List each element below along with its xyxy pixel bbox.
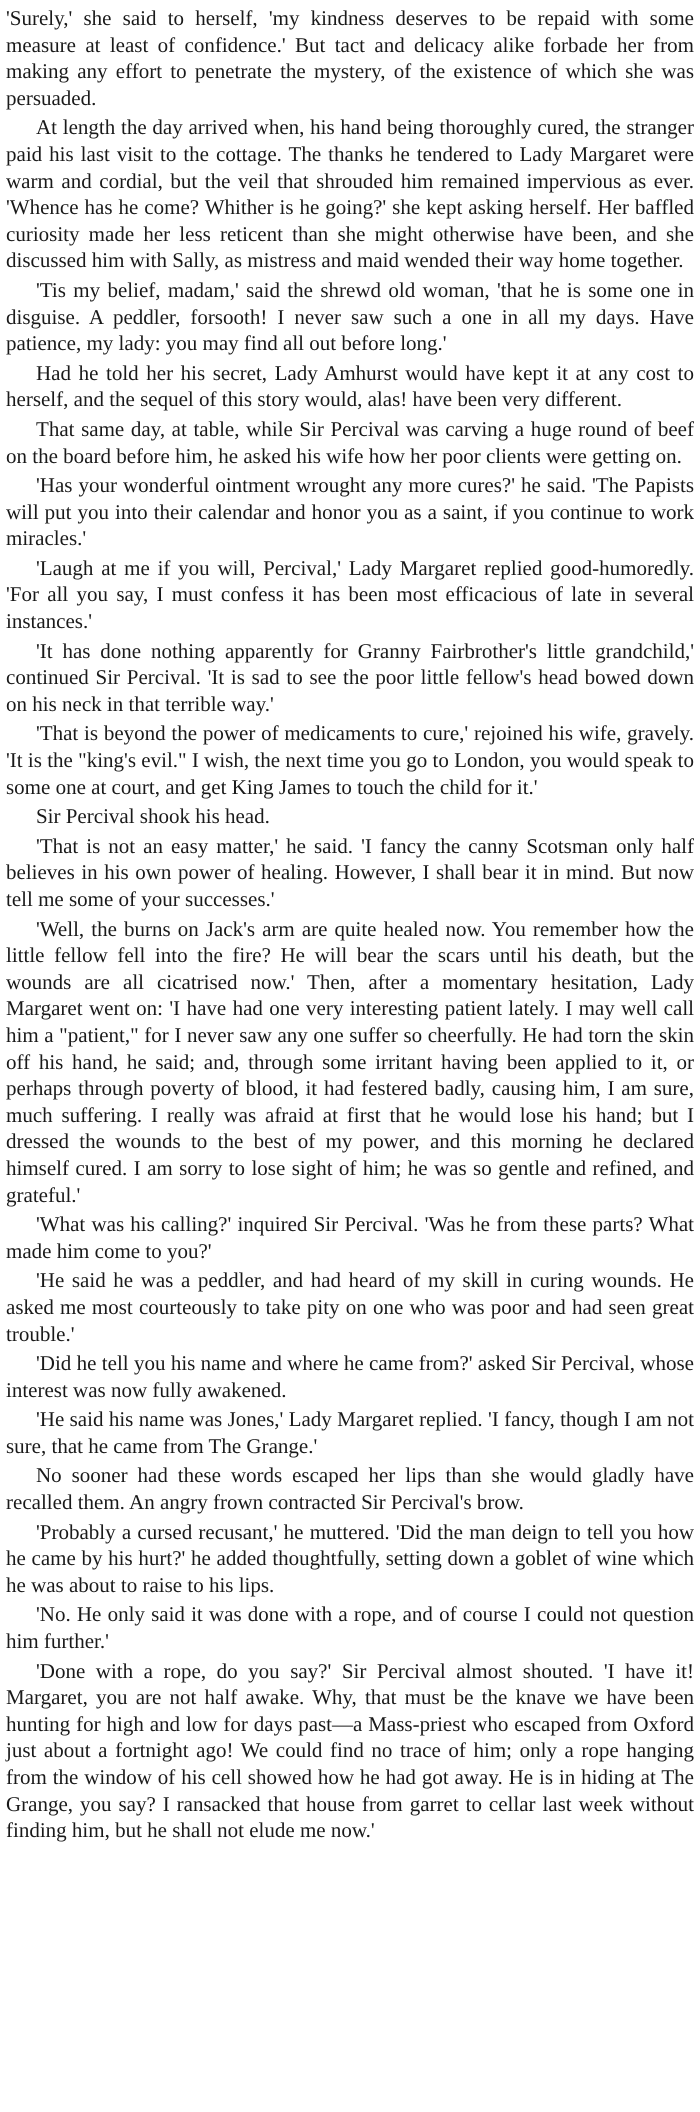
paragraph: 'Did he tell you his name and where he came from?' asked Sir Percival, whose interest was now fully awakened. — [6, 1351, 694, 1402]
paragraph: 'Tis my belief, madam,' said the shrewd old woman, 'that he is some one in disguise. A peddler, forsooth! I never saw such a one in all my days. Have patience, my lady: you may find all out before long.' — [6, 277, 694, 356]
paragraph: 'That is beyond the power of medicaments to cure,' rejoined his wife, gravely. 'It is the "king's evil." I wish, the next time you go to London, you would speak to some one at court, and get King James to touch the child for it.' — [6, 721, 694, 799]
paragraph: 'It has done nothing apparently for Granny Fairbrother's little grandchild,' continued Sir Percival. 'It is sad to see the poor little fellow's head bowed down on his neck in that terrible way.' — [6, 638, 694, 716]
paragraph: 'Probably a cursed recusant,' he muttered. 'Did the man deign to tell you how he came by his hurt?' he added thoughtfully, setting down a goblet of wine which he was about to raise to his lips. — [6, 1519, 694, 1597]
paragraph: 'Laugh at me if you will, Percival,' Lady Margaret replied good-humoredly. 'For all you say, I must confess it has been most efficacious of late in several instances.' — [6, 555, 694, 634]
paragraph: 'He said he was a peddler, and had heard of my skill in curing wounds. He asked me most courteously to take pity on one who was poor and had seen great trouble.' — [6, 1268, 694, 1346]
paragraph: 'That is not an easy matter,' he said. 'I fancy the canny Scotsman only half believes in his own power of healing. However, I shall bear it in mind. But now tell me some of your successes.' — [6, 833, 694, 911]
paragraph: 'Well, the burns on Jack's arm are quite healed now. You remember how the little fellow fell into the fire? He will bear the scars until his death, but the wounds are all cicatrised now.' Then, after a momentary hesitation, Lady Margaret went on: 'I have had one very interesting patient lately. I may well call him a "patient," for I never saw any one suffer so cheerfully. He had torn the skin off his hand, he said; and, through some irritant having been applied to it, or perhaps through poverty of blood, it had festered badly, causing him, I am sure, much suffering. I really was afraid at first that he would lose his hand; but I dressed the wounds to the best of my power, and this morning he declared himself cured. I am sorry to lose sight of him; he was so gentle and refined, and grateful.' — [6, 916, 694, 1207]
paragraph: Sir Percival shook his head. — [36, 804, 270, 829]
paragraph: 'What was his calling?' inquired Sir Percival. 'Was he from these parts? What made him come to you?' — [6, 1212, 694, 1263]
paragraph: 'Has your wonderful ointment wrought any more cures?' he said. 'The Papists will put you into their calendar and honor you as a saint, if you continue to work miracles.' — [6, 473, 694, 551]
paragraph: 'Done with a rope, do you say?' Sir Percival almost shouted. 'I have it! Margaret, you are not half awake. Why, that must be the knave we have been hunting for high and low for days past—a Mass-priest who escaped from Oxford just about a fortnight ago! We could find no trace of him; only a rope hanging from the window of his cell showed how he had got away. He is in hiding at The Grange, you say? I ransacked that house from garret to cellar last week without finding him, but he shall not elude me now.' — [6, 1658, 694, 1843]
paragraph: 'He said his name was Jones,' Lady Margaret replied. 'I fancy, though I am not sure, that he came from The Grange.' — [6, 1407, 694, 1458]
paragraph: 'Surely,' she said to herself, 'my kindness deserves to be repaid with some measure at least of confidence.' But tact and delicacy alike forbade her from making any effort to penetrate the mystery, of the existence of which she was persuaded. — [6, 6, 694, 110]
paragraph: At length the day arrived when, his hand being thoroughly cured, the stranger paid his last visit to the cottage. The thanks he tendered to Lady Margaret were warm and cordial, but the veil that shrouded him remained impervious as ever. 'Whence has he come? Whither is he going?' she kept asking herself. Her baffled curiosity made her less reticent than she might otherwise have been, and she discussed him with Sally, as mistress and maid wended their way home together. — [6, 115, 694, 273]
paragraph: No sooner had these words escaped her lips than she would gladly have recalled them. An angry frown contracted Sir Percival's brow. — [6, 1463, 694, 1515]
paragraph: Had he told her his secret, Lady Amhurst would have kept it at any cost to herself, and the sequel of this story would, alas! have been very different. — [6, 360, 694, 412]
paragraph: 'No. He only said it was done with a rope, and of course I could not question him further.' — [6, 1602, 694, 1654]
paragraph: That same day, at table, while Sir Percival was carving a huge round of beef on the board before him, he asked his wife how her poor clients were getting on. — [6, 416, 694, 468]
